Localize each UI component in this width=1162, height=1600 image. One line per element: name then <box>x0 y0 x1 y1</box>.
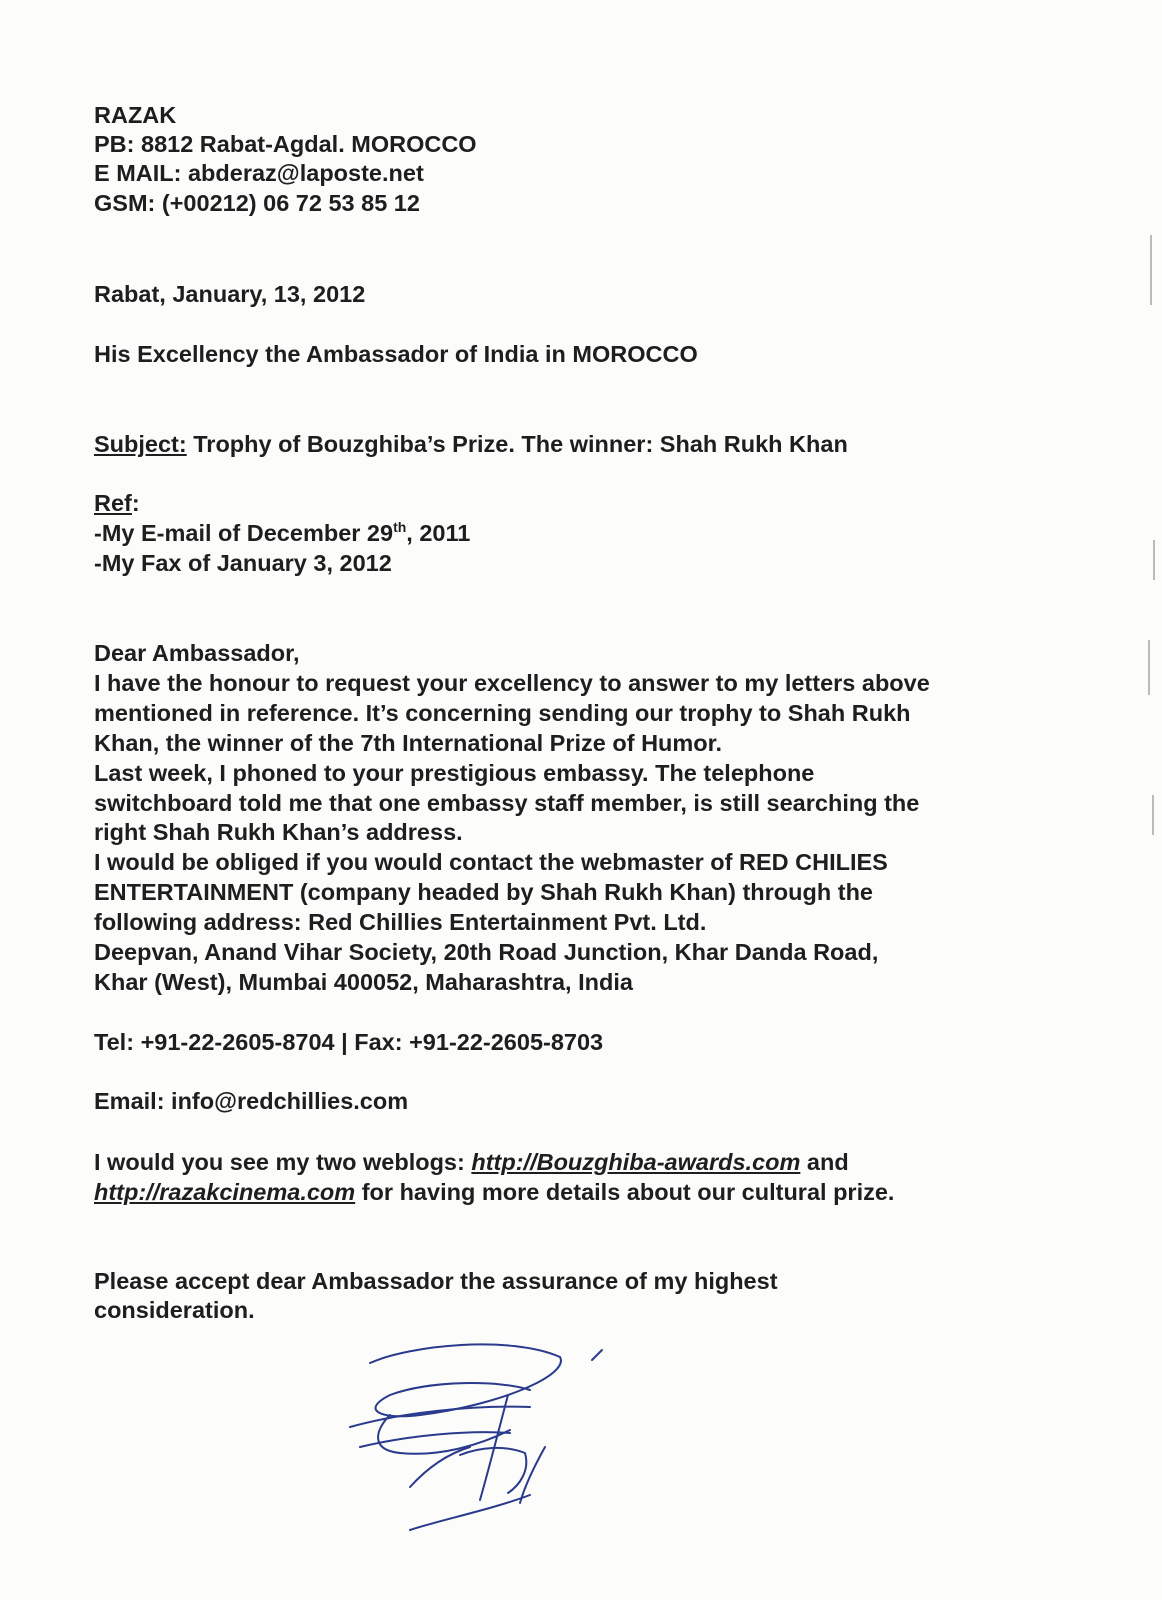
ref-item-prefix: -My E-mail of December 29 <box>94 520 394 546</box>
sender-email: E MAIL: abderaz@laposte.net <box>94 160 424 186</box>
date-line: Rabat, January, 13, 2012 <box>94 281 366 307</box>
body-line: I have the honour to request your excellency to answer to my letters above <box>94 670 930 696</box>
ref-heading <box>94 489 140 517</box>
subject-text: Trophy of Bouzghiba’s Prize. The winner: Shah Rukh Khan <box>186 431 848 457</box>
body-line: right Shah Rukh Khan’s address. <box>94 819 463 845</box>
body-line: Khan, the winner of the 7th International Prize of Humor. <box>94 730 723 756</box>
scan-edge-mark <box>1148 640 1150 695</box>
subject-line <box>94 430 848 458</box>
ref-colon: : <box>131 490 140 516</box>
weblog-link-bouzghiba[interactable]: http://Bouzghiba-awards.com <box>471 1149 801 1175</box>
sender-gsm: GSM: (+00212) 06 72 53 85 12 <box>94 190 420 216</box>
closing-line: Please accept dear Ambassador the assurance of my highest <box>94 1268 778 1294</box>
ref-item-sup: th <box>393 519 407 535</box>
body-line: switchboard told me that one embassy staff member, is still searching the <box>94 790 920 816</box>
body-line: Khar (West), Mumbai 400052, Maharashtra, India <box>94 969 633 995</box>
scan-edge-mark <box>1152 795 1154 835</box>
body-line: Deepvan, Anand Vihar Society, 20th Road Junction, Khar Danda Road, <box>94 939 879 965</box>
weblogs-line <box>94 1148 849 1176</box>
closing-line: consideration. <box>94 1297 255 1323</box>
contact-tel-fax: Tel: +91-22-2605-8704 | Fax: +91-22-2605-8703 <box>94 1029 604 1055</box>
weblogs-prefix: I would you see my two weblogs: <box>94 1149 472 1175</box>
weblogs-line-2 <box>94 1178 894 1206</box>
recipient-line: His Excellency the Ambassador of India in MOROCCO <box>94 341 698 367</box>
sender-name: RAZAK <box>94 102 177 128</box>
ref-item-suffix: , 2011 <box>406 520 471 546</box>
weblog-link-razakcinema[interactable]: http://razakcinema.com <box>94 1179 356 1205</box>
ref-label: Ref <box>94 490 132 516</box>
body-line: ENTERTAINMENT (company headed by Shah Rukh Khan) through the <box>94 879 873 905</box>
sender-address: PB: 8812 Rabat-Agdal. MOROCCO <box>94 131 477 157</box>
body-line: I would be obliged if you would contact the webmaster of RED CHILIES <box>94 849 888 875</box>
signature-image <box>330 1335 630 1535</box>
ref-item: -My Fax of January 3, 2012 <box>94 550 392 576</box>
subject-label: Subject: <box>94 431 187 457</box>
salutation: Dear Ambassador, <box>94 640 300 666</box>
body-line: Last week, I phoned to your prestigious embassy. The telephone <box>94 760 815 786</box>
ref-item <box>94 519 470 547</box>
scan-edge-mark <box>1150 235 1152 305</box>
weblogs-suffix: for having more details about our cultural prize. <box>355 1179 895 1205</box>
contact-email: Email: info@redchillies.com <box>94 1088 409 1114</box>
scan-edge-mark <box>1153 540 1155 580</box>
weblogs-mid: and <box>800 1149 849 1175</box>
body-line: following address: Red Chillies Entertainment Pvt. Ltd. <box>94 909 707 935</box>
body-line: mentioned in reference. It’s concerning sending our trophy to Shah Rukh <box>94 700 911 726</box>
